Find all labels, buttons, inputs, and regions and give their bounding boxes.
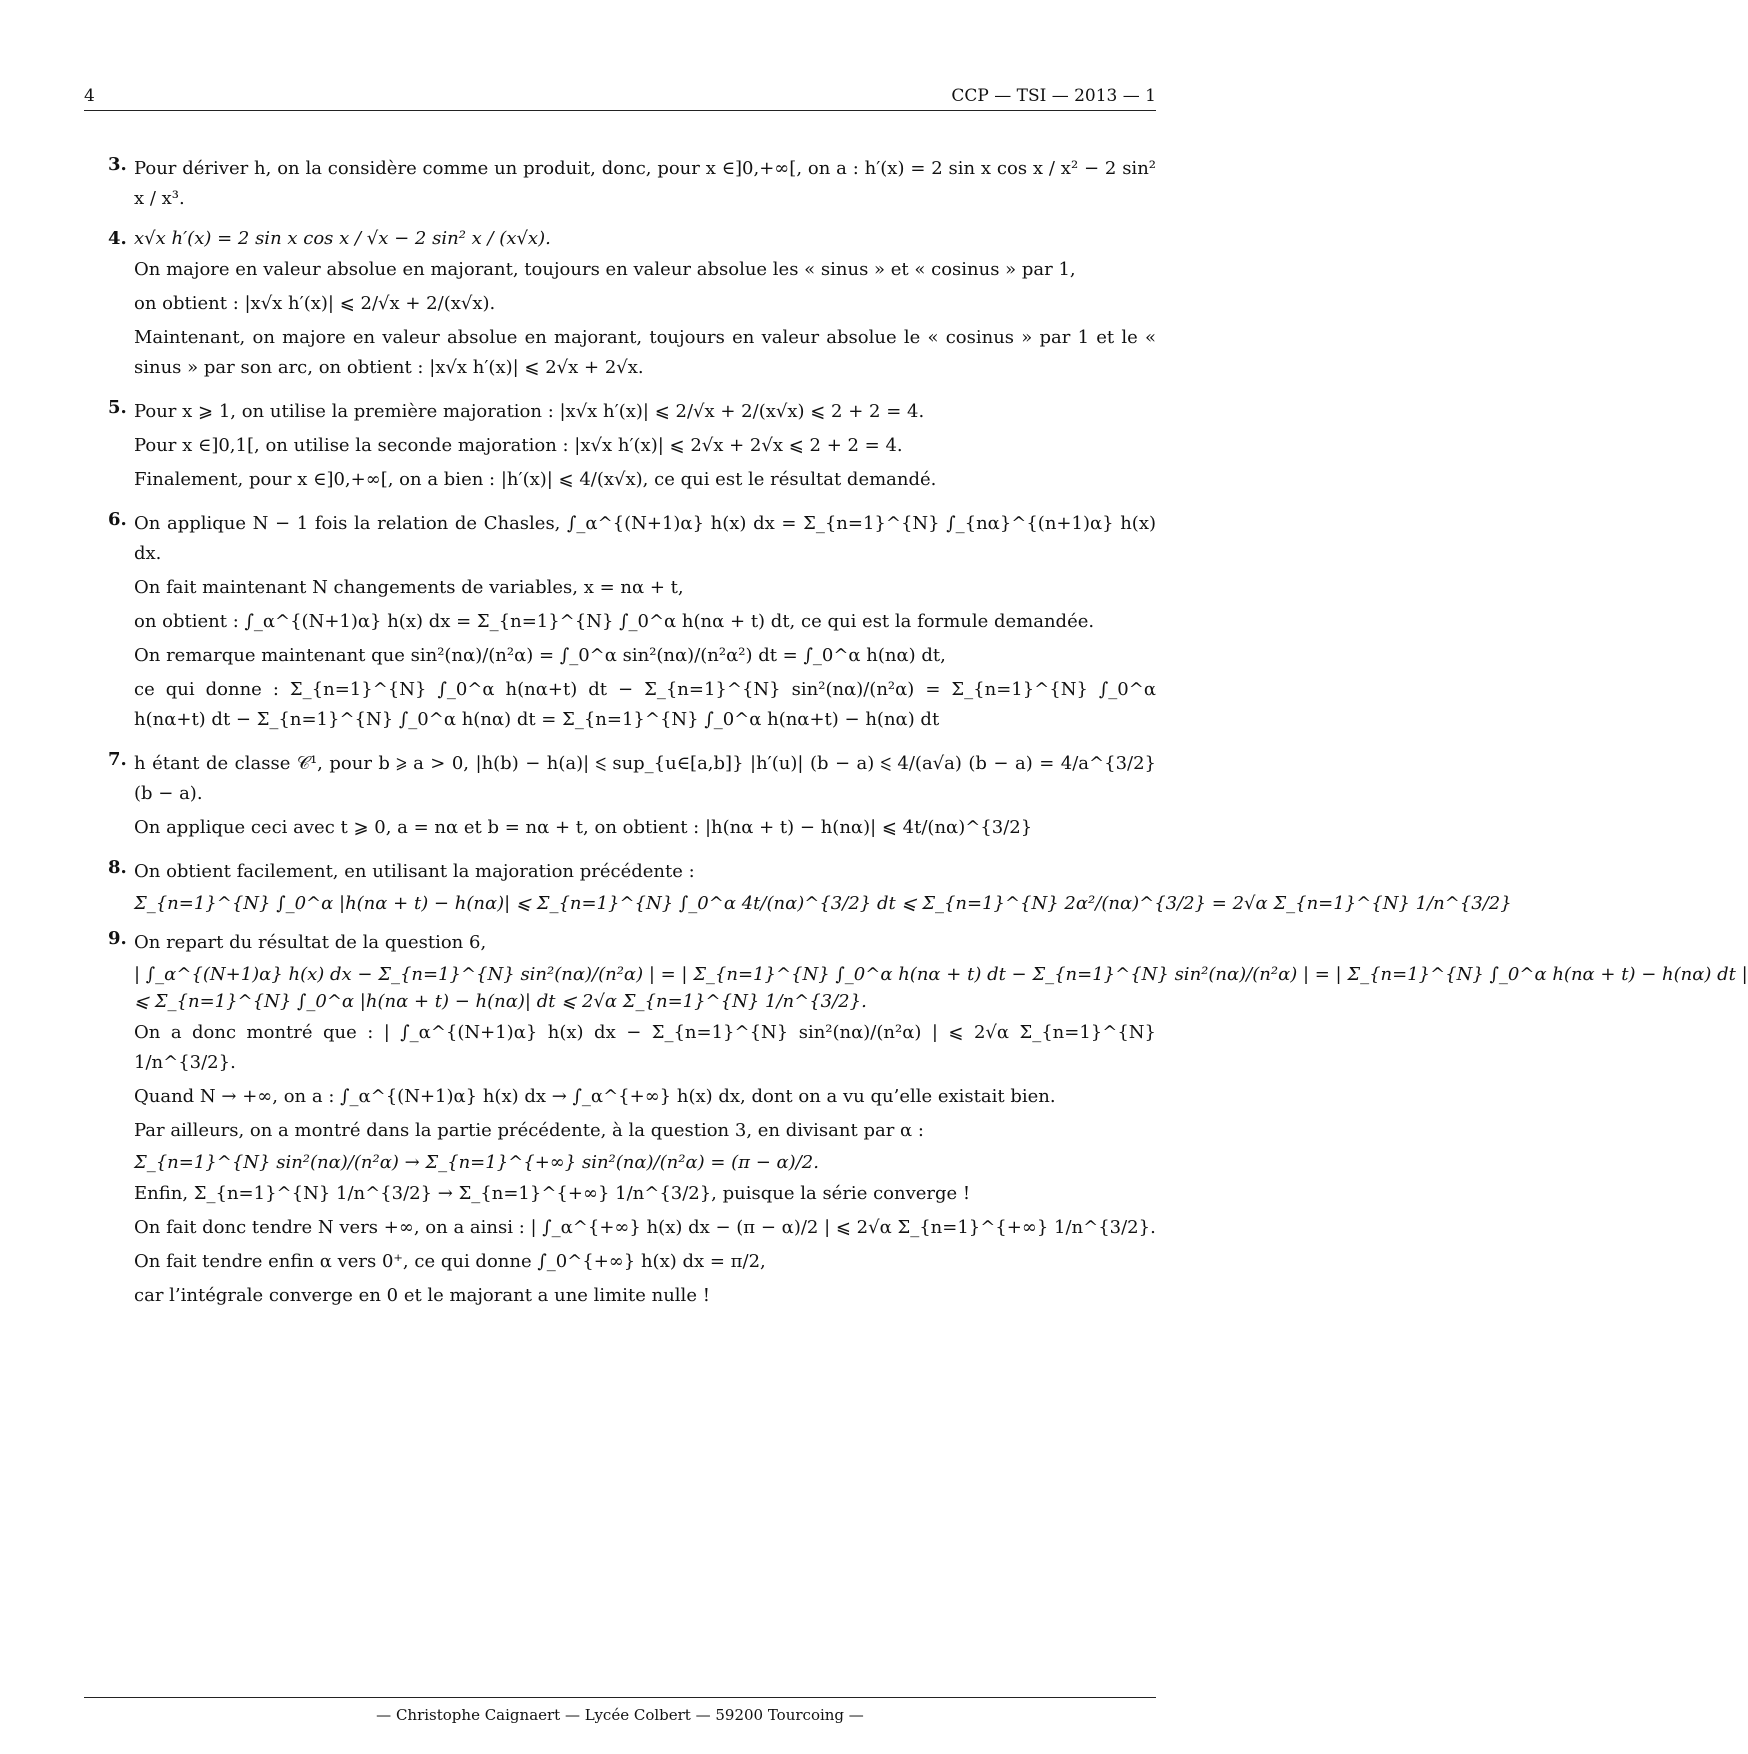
question-8 [84, 857, 1512, 914]
paragraph-line: On obtient facilement, en utilisant la majoration précédente : [134, 861, 695, 882]
paragraph-line: On a donc montré que : | ∫_α^{(N+1)α} h(x) dx − Σ_{n=1}^{N} sin²(nα)/(n²α) | ⩽ 2√α Σ_{n=1}^{N} 1/n^{3/2}. [134, 1022, 1156, 1073]
paragraph-line: Maintenant, on majore en valeur absolue en majorant, toujours en valeur absolue le « cosinus » par 1 et le « sinus » par son arc, on obtient : |x√x h′(x)| ⩽ 2√x + 2√x. [134, 327, 1156, 378]
question-number: 9. [108, 928, 127, 949]
document-reference: CCP — TSI — 2013 — 1 [951, 86, 1156, 106]
paragraph-line: On majore en valeur absolue en majorant, toujours en valeur absolue les « sinus » et « cosinus » par 1, [134, 259, 1076, 280]
paragraph-line: On remarque maintenant que sin²(nα)/(n²α) = ∫_0^α sin²(nα)/(n²α²) dt = ∫_0^α h(nα) dt, [134, 645, 946, 666]
paragraph-line: h étant de classe 𝒞¹, pour b ⩾ a > 0, |h(b) − h(a)| ⩽ sup_{u∈[a,b]} |h′(u)| (b − a) ⩽ 4/(a√a) (b − a) = 4/a^{3/2} (b − a). [134, 753, 1156, 804]
question-number: 7. [108, 749, 127, 770]
display-equation: ⩽ Σ_{n=1}^{N} ∫_0^α |h(nα + t) − h(nα)| dt ⩽ 2√α Σ_{n=1}^{N} 1/n^{3/2}. [134, 991, 867, 1012]
page-number: 4 [84, 86, 95, 106]
paragraph-line: On applique N − 1 fois la relation de Chasles, ∫_α^{(N+1)α} h(x) dx = Σ_{n=1}^{N} ∫_{nα}^{(n+1)α} h(x) dx. [134, 513, 1156, 564]
page-footer: — Christophe Caignaert — Lycée Colbert — 59200 Tourcoing — [84, 1697, 1156, 1724]
question-number: 3. [108, 154, 127, 175]
paragraph-line: Enfin, Σ_{n=1}^{N} 1/n^{3/2} → Σ_{n=1}^{+∞} 1/n^{3/2}, puisque la série converge ! [134, 1183, 971, 1204]
question-number: 5. [108, 397, 127, 418]
question-number: 6. [108, 509, 127, 530]
paragraph-line: Quand N → +∞, on a : ∫_α^{(N+1)α} h(x) dx → ∫_α^{+∞} h(x) dx, dont on a vu qu’elle existait bien. [134, 1086, 1056, 1107]
display-equation: Σ_{n=1}^{N} sin²(nα)/(n²α) → Σ_{n=1}^{+∞} sin²(nα)/(n²α) = (π − α)/2. [134, 1152, 819, 1173]
page-header [84, 84, 1156, 111]
paragraph-line: On repart du résultat de la question 6, [134, 932, 487, 953]
paragraph-line: on obtient : |x√x h′(x)| ⩽ 2/√x + 2/(x√x). [134, 293, 496, 314]
paragraph-line: Finalement, pour x ∈]0,+∞[, on a bien : |h′(x)| ⩽ 4/(x√x), ce qui est le résultat demandé. [134, 469, 937, 490]
paragraph-line: Pour x ⩾ 1, on utilise la première majoration : |x√x h′(x)| ⩽ 2/√x + 2/(x√x) ⩽ 2 + 2 = 4. [134, 401, 925, 422]
paragraph-line: On fait donc tendre N vers +∞, on a ainsi : | ∫_α^{+∞} h(x) dx − (π − α)/2 | ⩽ 2√α Σ_{n=1}^{+∞} 1/n^{3/2}. [134, 1217, 1156, 1238]
question-3 [84, 154, 1156, 214]
paragraph-line: On fait maintenant N changements de variables, x = nα + t, [134, 577, 684, 598]
paragraph-line: Pour x ∈]0,1[, on utilise la seconde majoration : |x√x h′(x)| ⩽ 2√x + 2√x ⩽ 2 + 2 = 4. [134, 435, 903, 456]
paragraph-line: Pour dériver h, on la considère comme un produit, donc, pour x ∈]0,+∞[, on a : h′(x) = 2 sin x cos x / x² − 2 sin² x / x³. [134, 158, 1156, 209]
paragraph-line: On fait tendre enfin α vers 0⁺, ce qui donne ∫_0^{+∞} h(x) dx = π/2, [134, 1251, 766, 1272]
question-7 [84, 749, 1156, 843]
question-number: 4. [108, 228, 127, 249]
display-equation: x√x h′(x) = 2 sin x cos x / √x − 2 sin² x / (x√x). [134, 228, 551, 249]
question-9 [84, 928, 1748, 1311]
display-equation: | ∫_α^{(N+1)α} h(x) dx − Σ_{n=1}^{N} sin²(nα)/(n²α) | = | Σ_{n=1}^{N} ∫_0^α h(nα + t) dt − Σ_{n=1}^{N} sin²(nα)/(n²α) | = | Σ_{n=1}^{N} ∫_0^α h(nα + t) − h(nα) dt | [134, 964, 1748, 985]
paragraph-line: Par ailleurs, on a montré dans la partie précédente, à la question 3, en divisant par α : [134, 1120, 924, 1141]
paragraph-line: ce qui donne : Σ_{n=1}^{N} ∫_0^α h(nα+t) dt − Σ_{n=1}^{N} sin²(nα)/(n²α) = Σ_{n=1}^{N} ∫_0^α h(nα+t) dt − Σ_{n=1}^{N} ∫_0^α h(nα) dt = Σ_{n=1}^{N} ∫_0^α h(nα+t) − h(nα) dt [134, 679, 1156, 730]
question-4 [84, 228, 1156, 383]
question-6 [84, 509, 1156, 735]
document-body [84, 150, 1748, 1325]
question-5 [84, 397, 1156, 495]
paragraph-line: On applique ceci avec t ⩾ 0, a = nα et b = nα + t, on obtient : |h(nα + t) − h(nα)| ⩽ 4t/(nα)^{3/2} [134, 817, 1033, 838]
display-equation: Σ_{n=1}^{N} ∫_0^α |h(nα + t) − h(nα)| ⩽ Σ_{n=1}^{N} ∫_0^α 4t/(nα)^{3/2} dt ⩽ Σ_{n=1}^{N} 2α²/(nα)^{3/2} = 2√α Σ_{n=1}^{N} 1/n^{3/2} [134, 893, 1512, 914]
paragraph-line: car l’intégrale converge en 0 et le majorant a une limite nulle ! [134, 1285, 710, 1306]
paragraph-line: on obtient : ∫_α^{(N+1)α} h(x) dx = Σ_{n=1}^{N} ∫_0^α h(nα + t) dt, ce qui est la formule demandée. [134, 611, 1095, 632]
question-number: 8. [108, 857, 127, 878]
